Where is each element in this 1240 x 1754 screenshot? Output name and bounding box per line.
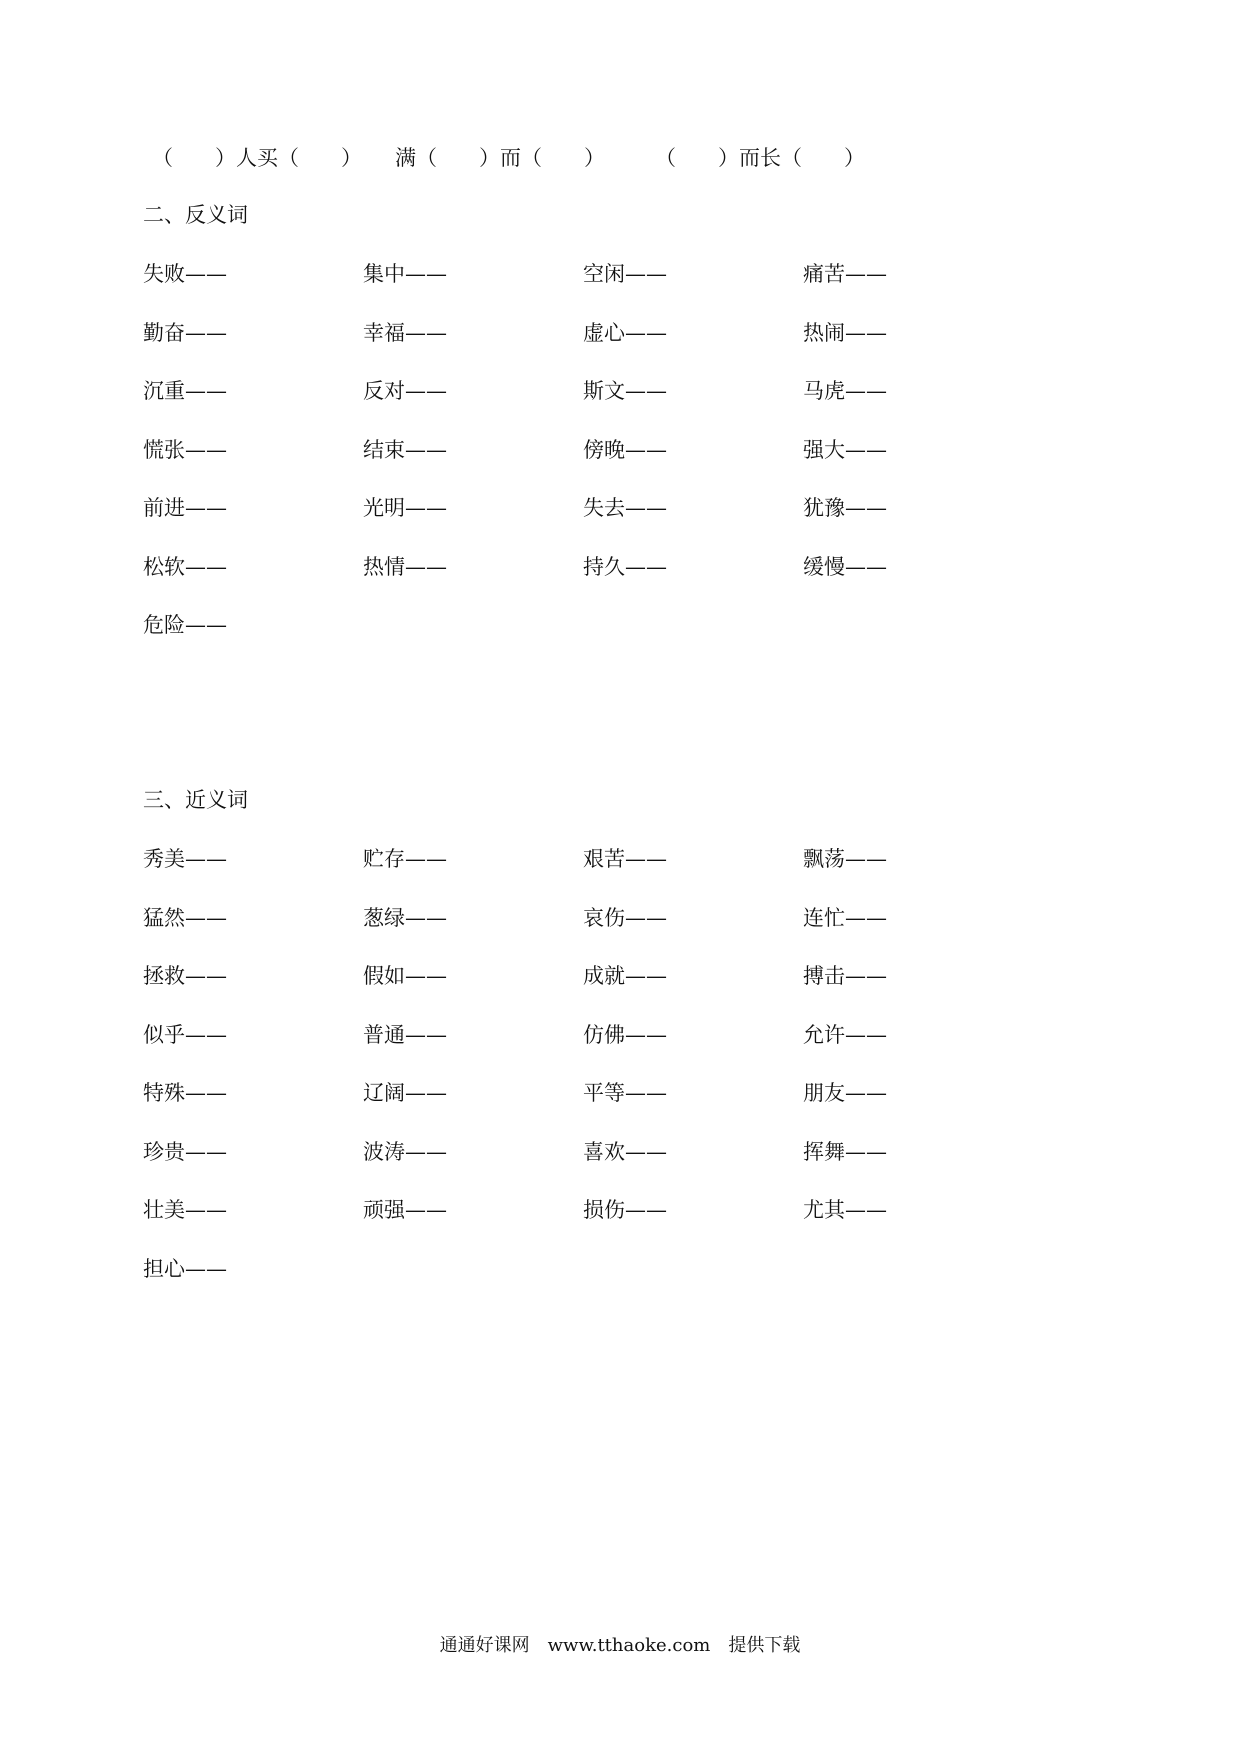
antonyms-word: 结束—— bbox=[363, 437, 447, 462]
antonyms-row bbox=[143, 612, 1043, 671]
synonyms-row bbox=[143, 1197, 1043, 1256]
antonyms-word: 马虎—— bbox=[803, 379, 887, 403]
synonyms-word: 搏击—— bbox=[803, 964, 887, 988]
synonyms-word: 贮存—— bbox=[363, 847, 447, 871]
antonyms-word: 勤奋—— bbox=[143, 320, 227, 345]
synonyms-word: 损伤—— bbox=[583, 1198, 667, 1222]
fill-blank-item: （ ）人买（ ） bbox=[152, 146, 362, 170]
synonyms-grid bbox=[143, 846, 1043, 1314]
synonyms-word: 朋友—— bbox=[803, 1081, 887, 1105]
synonyms-row bbox=[143, 1080, 1043, 1139]
fill-in-blank-row bbox=[152, 145, 1052, 173]
synonyms-word: 普通—— bbox=[363, 1022, 447, 1047]
fill-blank-item: （ ）而长（ ） bbox=[655, 146, 865, 170]
synonyms-word: 成就—— bbox=[583, 964, 667, 988]
footer-credit: 通通好课网 www.tthaoke.com 提供下载 bbox=[439, 1635, 801, 1656]
synonyms-word: 喜欢—— bbox=[583, 1139, 667, 1164]
synonyms-row bbox=[143, 846, 1043, 905]
synonyms-word: 辽阔—— bbox=[363, 1081, 447, 1105]
antonyms-word: 幸福—— bbox=[363, 320, 447, 345]
synonyms-heading: 三、近义词 bbox=[143, 788, 248, 812]
antonyms-grid bbox=[143, 261, 1043, 671]
antonyms-heading: 二、反义词 bbox=[143, 203, 248, 227]
antonyms-word: 光明—— bbox=[363, 496, 447, 520]
synonyms-row bbox=[143, 963, 1043, 1022]
antonyms-row bbox=[143, 261, 1043, 320]
antonyms-word: 失败—— bbox=[143, 262, 227, 286]
synonyms-word: 似乎—— bbox=[143, 1022, 227, 1047]
antonyms-word: 痛苦—— bbox=[803, 262, 887, 286]
synonyms-word: 波涛—— bbox=[363, 1139, 447, 1164]
synonyms-word: 仿佛—— bbox=[583, 1022, 667, 1047]
synonyms-row bbox=[143, 1256, 1043, 1315]
antonyms-row bbox=[143, 437, 1043, 496]
antonyms-word: 集中—— bbox=[363, 262, 447, 286]
synonyms-row bbox=[143, 905, 1043, 964]
synonyms-word: 飘荡—— bbox=[803, 847, 887, 871]
antonyms-word: 反对—— bbox=[363, 379, 447, 403]
antonyms-word: 慌张—— bbox=[143, 437, 227, 462]
synonyms-word: 壮美—— bbox=[143, 1198, 227, 1222]
synonyms-word: 拯救—— bbox=[143, 964, 227, 988]
antonyms-row bbox=[143, 320, 1043, 379]
antonyms-word: 松软—— bbox=[143, 554, 227, 579]
antonyms-word: 空闲—— bbox=[583, 262, 667, 286]
antonyms-word: 虚心—— bbox=[583, 320, 667, 345]
antonyms-word: 危险—— bbox=[143, 613, 227, 637]
synonyms-word: 顽强—— bbox=[363, 1198, 447, 1222]
antonyms-word: 持久—— bbox=[583, 554, 667, 579]
antonyms-word: 强大—— bbox=[803, 437, 887, 462]
synonyms-word: 葱绿—— bbox=[363, 905, 447, 930]
synonyms-word: 哀伤—— bbox=[583, 905, 667, 930]
synonyms-word: 挥舞—— bbox=[803, 1139, 887, 1164]
synonyms-word: 艰苦—— bbox=[583, 847, 667, 871]
fill-blank-item: 满（ ）而（ ） bbox=[395, 146, 605, 170]
antonyms-row bbox=[143, 378, 1043, 437]
antonyms-word: 热闹—— bbox=[803, 320, 887, 345]
synonyms-row bbox=[143, 1139, 1043, 1198]
synonyms-word: 猛然—— bbox=[143, 905, 227, 930]
synonyms-word: 珍贵—— bbox=[143, 1139, 227, 1164]
synonyms-word: 担心—— bbox=[143, 1256, 227, 1281]
synonyms-word: 允许—— bbox=[803, 1022, 887, 1047]
antonyms-word: 失去—— bbox=[583, 496, 667, 520]
antonyms-row bbox=[143, 554, 1043, 613]
antonyms-word: 前进—— bbox=[143, 496, 227, 520]
synonyms-word: 假如—— bbox=[363, 964, 447, 988]
synonyms-word: 连忙—— bbox=[803, 905, 887, 930]
antonyms-row bbox=[143, 495, 1043, 554]
antonyms-word: 沉重—— bbox=[143, 379, 227, 403]
synonyms-word: 秀美—— bbox=[143, 847, 227, 871]
synonyms-word: 特殊—— bbox=[143, 1081, 227, 1105]
antonyms-word: 斯文—— bbox=[583, 379, 667, 403]
synonyms-row bbox=[143, 1022, 1043, 1081]
synonyms-word: 平等—— bbox=[583, 1081, 667, 1105]
synonyms-word: 尤其—— bbox=[803, 1198, 887, 1222]
antonyms-word: 犹豫—— bbox=[803, 496, 887, 520]
antonyms-word: 缓慢—— bbox=[803, 554, 887, 579]
antonyms-word: 热情—— bbox=[363, 554, 447, 579]
antonyms-word: 傍晚—— bbox=[583, 437, 667, 462]
